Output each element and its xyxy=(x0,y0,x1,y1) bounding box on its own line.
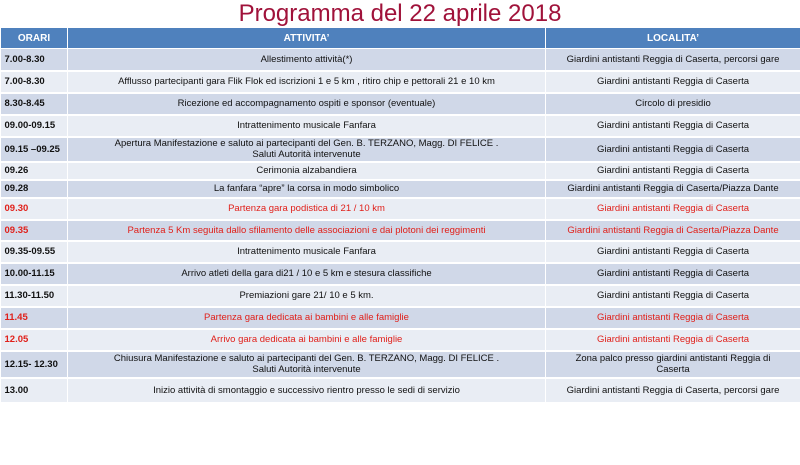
row-time: 09.30 xyxy=(1,198,68,220)
table-row xyxy=(1,285,800,307)
row-activity: Intrattenimento musicale Fanfara xyxy=(68,241,546,263)
column-header-attivita: ATTIVITA’ xyxy=(68,28,546,49)
row-location: Circolo di presidio xyxy=(546,93,800,115)
row-activity: Partenza gara dedicata ai bambini e alle famiglie xyxy=(68,307,546,329)
table-row xyxy=(1,71,800,93)
row-time: 09.35 xyxy=(1,220,68,241)
row-activity: Premiazioni gare 21/ 10 e 5 km. xyxy=(68,285,546,307)
row-location: Giardini antistanti Reggia di Caserta xyxy=(546,137,800,162)
row-time: 11.30-11.50 xyxy=(1,285,68,307)
table-row xyxy=(1,180,800,198)
row-location: Giardini antistanti Reggia di Caserta xyxy=(546,71,800,93)
table-row xyxy=(1,115,800,137)
row-location: Giardini antistanti Reggia di Caserta/Piazza Dante xyxy=(546,180,800,198)
row-location: Giardini antistanti Reggia di Caserta, percorsi gare xyxy=(546,378,800,403)
schedule-table xyxy=(0,27,800,404)
row-location: Giardini antistanti Reggia di Caserta, percorsi gare xyxy=(546,49,800,71)
row-location: Giardini antistanti Reggia di Caserta xyxy=(546,307,800,329)
row-location: Giardini antistanti Reggia di Caserta xyxy=(546,115,800,137)
page-title: Programma del 22 aprile 2018 xyxy=(238,0,562,27)
row-time: 8.30-8.45 xyxy=(1,93,68,115)
row-activity: Cerimonia alzabandiera xyxy=(68,162,546,180)
row-activity: Allestimento attività(*) xyxy=(68,49,546,71)
table-row xyxy=(1,378,800,403)
row-activity: Chiusura Manifestazione e saluto ai partecipanti del Gen. B. TERZANO, Magg. DI FELICE . Saluti Autorità intervenute xyxy=(68,351,546,378)
row-time: 09.15 –09.25 xyxy=(1,137,68,162)
row-time: 11.45 xyxy=(1,307,68,329)
row-time: 09.28 xyxy=(1,180,68,198)
row-location: Giardini antistanti Reggia di Caserta xyxy=(546,285,800,307)
table-row xyxy=(1,307,800,329)
table-row xyxy=(1,93,800,115)
table-row xyxy=(1,263,800,285)
row-activity: Ricezione ed accompagnamento ospiti e sponsor (eventuale) xyxy=(68,93,546,115)
row-activity: Partenza gara podistica di 21 / 10 km xyxy=(68,198,546,220)
row-time: 09.26 xyxy=(1,162,68,180)
row-activity: Intrattenimento musicale Fanfara xyxy=(68,115,546,137)
row-time: 09.00-09.15 xyxy=(1,115,68,137)
table-row xyxy=(1,198,800,220)
row-location: Giardini antistanti Reggia di Caserta xyxy=(546,329,800,351)
table-row xyxy=(1,137,800,162)
row-time: 7.00-8.30 xyxy=(1,49,68,71)
row-time: 10.00-11.15 xyxy=(1,263,68,285)
column-header-localita: LOCALITA’ xyxy=(546,28,800,49)
row-activity: Partenza 5 Km seguita dallo sfilamento delle associazioni e dai plotoni dei reggimenti xyxy=(68,220,546,241)
row-activity: Arrivo gara dedicata ai bambini e alle famiglie xyxy=(68,329,546,351)
row-time: 13.00 xyxy=(1,378,68,403)
row-location: Giardini antistanti Reggia di Caserta xyxy=(546,198,800,220)
row-activity: Afflusso partecipanti gara Flik Flok ed iscrizioni 1 e 5 km , ritiro chip e pettorali 21 e 10 km xyxy=(68,71,546,93)
row-activity: Apertura Manifestazione e saluto ai partecipanti del Gen. B. TERZANO, Magg. DI FELICE . Saluti Autorità intervenute xyxy=(68,137,546,162)
row-activity: Inizio attività di smontaggio e successivo rientro presso le sedi di servizio xyxy=(68,378,546,403)
table-row xyxy=(1,49,800,71)
row-activity: La fanfara “apre” la corsa in modo simbolico xyxy=(68,180,546,198)
table-row xyxy=(1,241,800,263)
row-location: Giardini antistanti Reggia di Caserta/Piazza Dante xyxy=(546,220,800,241)
row-location: Giardini antistanti Reggia di Caserta xyxy=(546,162,800,180)
schedule-rows xyxy=(1,49,800,403)
row-time: 7.00-8.30 xyxy=(1,71,68,93)
table-row xyxy=(1,220,800,241)
row-location: Giardini antistanti Reggia di Caserta xyxy=(546,263,800,285)
table-row xyxy=(1,329,800,351)
row-time: 12.05 xyxy=(1,329,68,351)
table-header-row xyxy=(1,28,800,49)
row-location: Zona palco presso giardini antistanti Reggia di Caserta xyxy=(546,351,800,378)
table-row xyxy=(1,162,800,180)
row-time: 09.35-09.55 xyxy=(1,241,68,263)
row-location: Giardini antistanti Reggia di Caserta xyxy=(546,241,800,263)
row-activity: Arrivo atleti della gara di21 / 10 e 5 km e stesura classifiche xyxy=(68,263,546,285)
table-row xyxy=(1,351,800,378)
row-time: 12.15- 12.30 xyxy=(1,351,68,378)
column-header-orari: ORARI xyxy=(1,28,68,49)
